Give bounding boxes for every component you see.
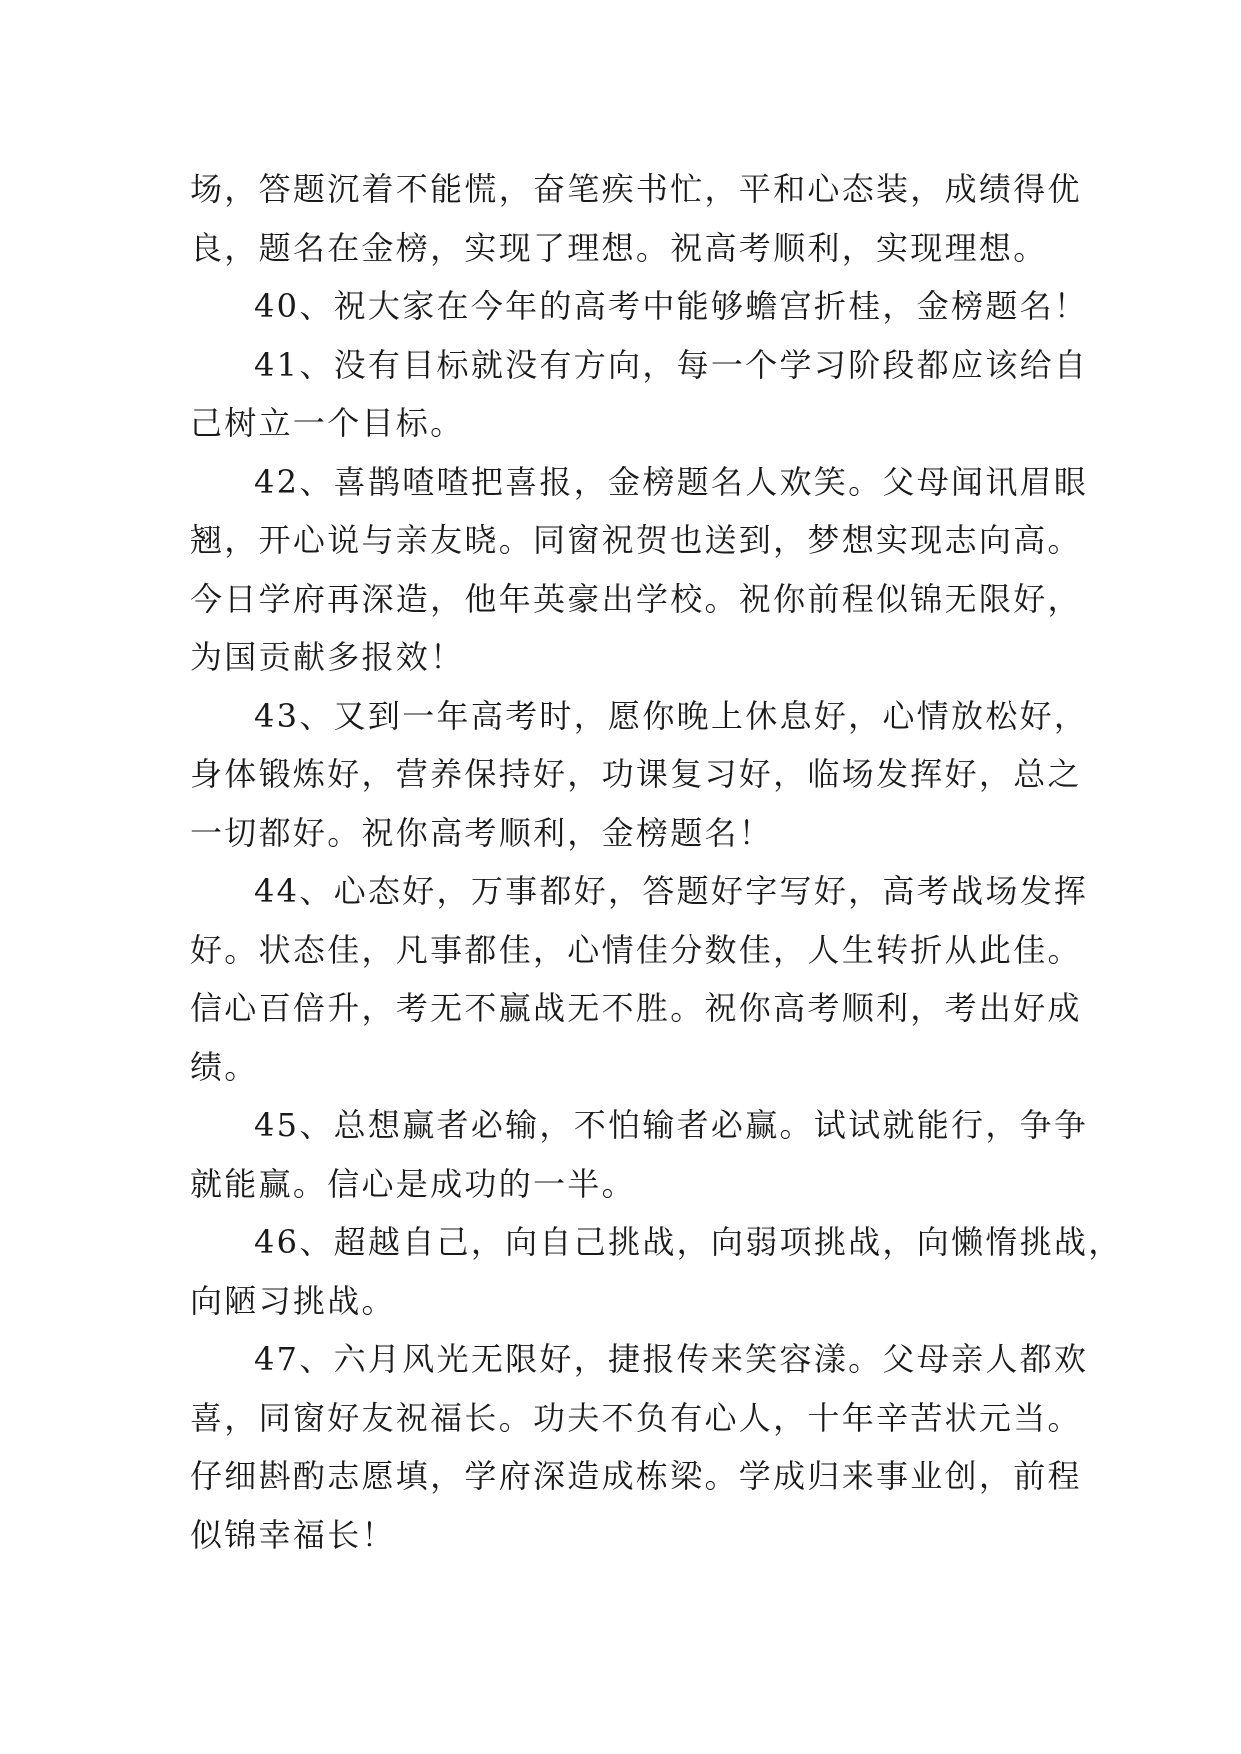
text-line: 绩。 [190, 1047, 259, 1086]
item-44-line: 44、心态好，万事都好，答题好字写好，高考战场发挥 [254, 872, 1089, 910]
text-line: 今日学府再深造，他年英豪出学校。祝你前程似锦无限好， [190, 579, 1082, 618]
item-41-line: 41、没有目标就没有方向，每一个学习阶段都应该给自 [254, 345, 1089, 384]
text-line: 身体锻炼好，营养保持好，功课复习好，临场发挥好，总之 [190, 755, 1082, 793]
text-line: 翘，开心说与亲友晓。同窗祝贺也送到，梦想实现志向高。 [190, 521, 1082, 559]
item-40-line: 40、祝大家在今年的高考中能够蟾宫折桂，金榜题名！ [254, 287, 1089, 325]
text-line: 仔细斟酌志愿填，学府深造成栋梁。学成归来事业创，前程 [190, 1457, 1082, 1495]
text-line: 似锦幸福长！ [190, 1515, 396, 1554]
text-line: 良，题名在金榜，实现了理想。祝高考顺利，实现理想。 [190, 228, 1048, 267]
item-47-line: 47、六月风光无限好，捷报传来笑容漾。父母亲人都欢 [254, 1340, 1089, 1378]
item-42-line: 42、喜鹊喳喳把喜报，金榜题名人欢笑。父母闻讯眉眼 [254, 462, 1089, 501]
text-line: 向陋习挑战。 [190, 1281, 396, 1320]
text-line: 己树立一个目标。 [190, 404, 465, 442]
text-line: 喜，同窗好友祝福长。功夫不负有心人，十年辛苦状元当。 [190, 1398, 1082, 1437]
text-line: 好。状态佳，凡事都佳，心情佳分数佳，人生转折从此佳。 [190, 930, 1082, 969]
document-body [190, 160, 1123, 1564]
item-45-line: 45、总想赢者必输，不怕输者必赢。试试就能行，争争 [254, 1106, 1089, 1144]
text-line: 场，答题沉着不能慌，奋笔疾书忙，平和心态装，成绩得优 [190, 170, 1082, 208]
text-line: 为国贡献多报效！ [190, 638, 465, 676]
text-line: 就能赢。信心是成功的一半。 [190, 1164, 636, 1203]
text-line: 信心百倍升，考无不赢战无不胜。祝你高考顺利，考出好成 [190, 989, 1082, 1027]
item-46-line: 46、超越自己，向自己挑战，向弱项挑战，向懒惰挑战， [254, 1223, 1123, 1261]
text-line: 一切都好。祝你高考顺利，金榜题名！ [190, 813, 774, 852]
item-43-line: 43、又到一年高考时，愿你晚上休息好，心情放松好， [254, 696, 1089, 735]
